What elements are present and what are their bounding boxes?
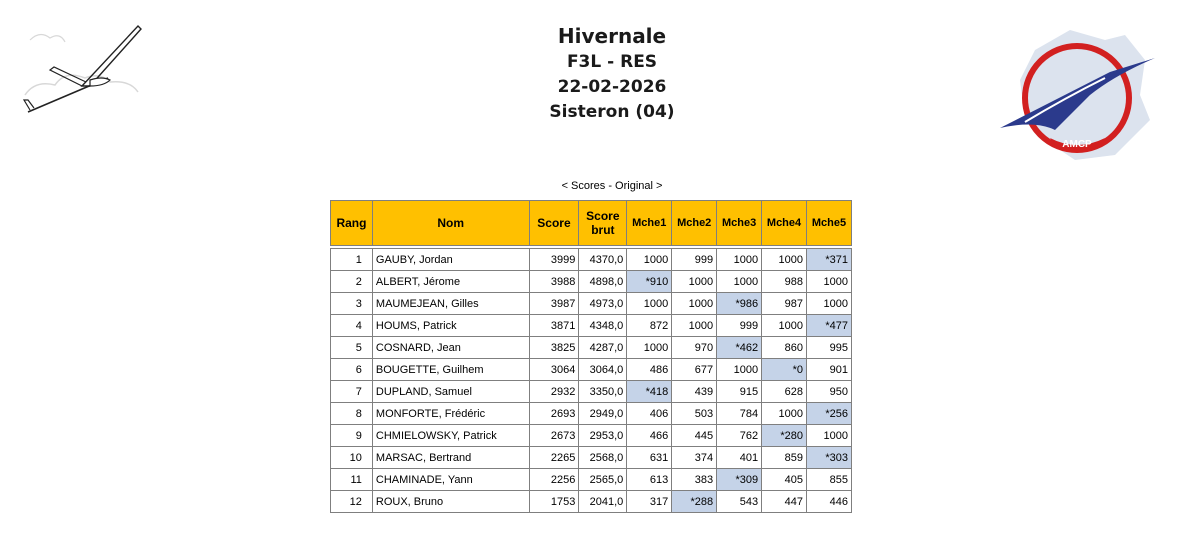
amcp-logo-text: AMCP (1062, 139, 1092, 150)
table-row (331, 293, 852, 315)
cell-score: 2256 (529, 469, 579, 491)
cell-nom: MAUMEJEAN, Gilles (372, 293, 529, 315)
cell-rang: 11 (331, 469, 373, 491)
cell-mche3: 1000 (717, 359, 762, 381)
col-mche2: Mche2 (672, 201, 717, 246)
cell-nom: ROUX, Bruno (372, 491, 529, 513)
table-row (331, 469, 852, 491)
cell-score-brut: 2565,0 (579, 469, 627, 491)
table-row (331, 359, 852, 381)
cell-score: 3999 (529, 249, 579, 271)
cell-rang: 9 (331, 425, 373, 447)
cell-mche3: 784 (717, 403, 762, 425)
cell-mche5: 855 (807, 469, 852, 491)
table-row (331, 381, 852, 403)
cell-mche4: *280 (762, 425, 807, 447)
cell-mche4: 1000 (762, 315, 807, 337)
cell-mche2: 1000 (672, 293, 717, 315)
cell-score-brut: 4287,0 (579, 337, 627, 359)
col-mche3: Mche3 (717, 201, 762, 246)
cell-rang: 3 (331, 293, 373, 315)
scores-caption: < Scores - Original > (561, 180, 663, 192)
cell-mche4: 405 (762, 469, 807, 491)
cell-mche3: 1000 (717, 271, 762, 293)
cell-score-brut: 2568,0 (579, 447, 627, 469)
cell-mche5: 995 (807, 337, 852, 359)
cell-mche2: 439 (672, 381, 717, 403)
cell-mche2: 1000 (672, 271, 717, 293)
col-score-brut: Score brut (579, 201, 627, 246)
cell-score: 1753 (529, 491, 579, 513)
table-row (331, 337, 852, 359)
cell-mche1: 872 (627, 315, 672, 337)
cell-mche2: 445 (672, 425, 717, 447)
col-mche1: Mche1 (627, 201, 672, 246)
cell-rang: 2 (331, 271, 373, 293)
col-mche4: Mche4 (762, 201, 807, 246)
cell-mche3: 915 (717, 381, 762, 403)
cell-mche1: *418 (627, 381, 672, 403)
cell-score-brut: 2953,0 (579, 425, 627, 447)
scores-table (330, 200, 852, 513)
cell-rang: 6 (331, 359, 373, 381)
cell-mche1: 406 (627, 403, 672, 425)
cell-score-brut: 4898,0 (579, 271, 627, 293)
cell-mche4: 628 (762, 381, 807, 403)
cell-mche5: 1000 (807, 293, 852, 315)
cell-score: 2673 (529, 425, 579, 447)
cell-mche5: *256 (807, 403, 852, 425)
cell-nom: MONFORTE, Frédéric (372, 403, 529, 425)
cell-score-brut: 2041,0 (579, 491, 627, 513)
cell-mche4: 1000 (762, 403, 807, 425)
cell-mche4: 988 (762, 271, 807, 293)
col-mche5: Mche5 (807, 201, 852, 246)
cell-mche4: 987 (762, 293, 807, 315)
cell-rang: 5 (331, 337, 373, 359)
col-score: Score (529, 201, 579, 246)
cell-mche2: 503 (672, 403, 717, 425)
table-row (331, 403, 852, 425)
col-rang: Rang (331, 201, 373, 246)
cell-mche2: 374 (672, 447, 717, 469)
event-date: 22-02-2026 (557, 77, 667, 97)
event-title: Hivernale (557, 24, 667, 48)
cell-nom: BOUGETTE, Guilhem (372, 359, 529, 381)
cell-rang: 8 (331, 403, 373, 425)
cell-mche1: 317 (627, 491, 672, 513)
cell-mche3: 999 (717, 315, 762, 337)
col-nom: Nom (372, 201, 529, 246)
cell-score: 3064 (529, 359, 579, 381)
cell-mche4: 859 (762, 447, 807, 469)
event-category: F3L - RES (566, 52, 658, 72)
table-row (331, 425, 852, 447)
cell-mche5: 1000 (807, 271, 852, 293)
cell-mche5: *477 (807, 315, 852, 337)
cell-score: 3825 (529, 337, 579, 359)
cell-mche2: 677 (672, 359, 717, 381)
cell-score: 3871 (529, 315, 579, 337)
cell-mche5: *371 (807, 249, 852, 271)
cell-nom: DUPLAND, Samuel (372, 381, 529, 403)
cell-mche1: 1000 (627, 293, 672, 315)
cell-score: 3988 (529, 271, 579, 293)
table-row (331, 491, 852, 513)
cell-mche1: 613 (627, 469, 672, 491)
cell-mche5: 1000 (807, 425, 852, 447)
cell-mche3: 1000 (717, 249, 762, 271)
cell-mche3: 762 (717, 425, 762, 447)
cell-nom: ALBERT, Jérome (372, 271, 529, 293)
cell-mche2: 383 (672, 469, 717, 491)
cell-mche2: 970 (672, 337, 717, 359)
document-header (0, 22, 1180, 125)
cell-score: 2265 (529, 447, 579, 469)
cell-mche5: 950 (807, 381, 852, 403)
cell-nom: CHMIELOWSKY, Patrick (372, 425, 529, 447)
cell-mche1: 1000 (627, 337, 672, 359)
cell-rang: 12 (331, 491, 373, 513)
cell-mche4: 447 (762, 491, 807, 513)
cell-mche3: *309 (717, 469, 762, 491)
cell-score-brut: 3350,0 (579, 381, 627, 403)
cell-mche5: 901 (807, 359, 852, 381)
cell-mche3: 543 (717, 491, 762, 513)
cell-score-brut: 3064,0 (579, 359, 627, 381)
cell-nom: GAUBY, Jordan (372, 249, 529, 271)
cell-mche2: *288 (672, 491, 717, 513)
table-header-row (331, 201, 852, 246)
cell-mche1: 486 (627, 359, 672, 381)
cell-mche3: *986 (717, 293, 762, 315)
cell-nom: COSNARD, Jean (372, 337, 529, 359)
cell-score-brut: 4973,0 (579, 293, 627, 315)
cell-score-brut: 4348,0 (579, 315, 627, 337)
cell-mche3: *462 (717, 337, 762, 359)
cell-mche2: 999 (672, 249, 717, 271)
cell-mche1: 631 (627, 447, 672, 469)
cell-rang: 10 (331, 447, 373, 469)
cell-score-brut: 4370,0 (579, 249, 627, 271)
cell-rang: 4 (331, 315, 373, 337)
cell-mche3: 401 (717, 447, 762, 469)
cell-mche1: 466 (627, 425, 672, 447)
table-row (331, 315, 852, 337)
cell-mche5: *303 (807, 447, 852, 469)
cell-mche5: 446 (807, 491, 852, 513)
cell-rang: 1 (331, 249, 373, 271)
cell-mche4: *0 (762, 359, 807, 381)
cell-mche1: *910 (627, 271, 672, 293)
cell-mche1: 1000 (627, 249, 672, 271)
cell-score: 2932 (529, 381, 579, 403)
cell-mche4: 860 (762, 337, 807, 359)
table-row (331, 447, 852, 469)
cell-score: 3987 (529, 293, 579, 315)
cell-nom: CHAMINADE, Yann (372, 469, 529, 491)
cell-mche4: 1000 (762, 249, 807, 271)
cell-nom: HOUMS, Patrick (372, 315, 529, 337)
cell-score-brut: 2949,0 (579, 403, 627, 425)
cell-score: 2693 (529, 403, 579, 425)
cell-nom: MARSAC, Bertrand (372, 447, 529, 469)
event-location: Sisteron (04) (549, 102, 675, 122)
table-row (331, 271, 852, 293)
cell-mche2: 1000 (672, 315, 717, 337)
table-row (331, 249, 852, 271)
cell-rang: 7 (331, 381, 373, 403)
